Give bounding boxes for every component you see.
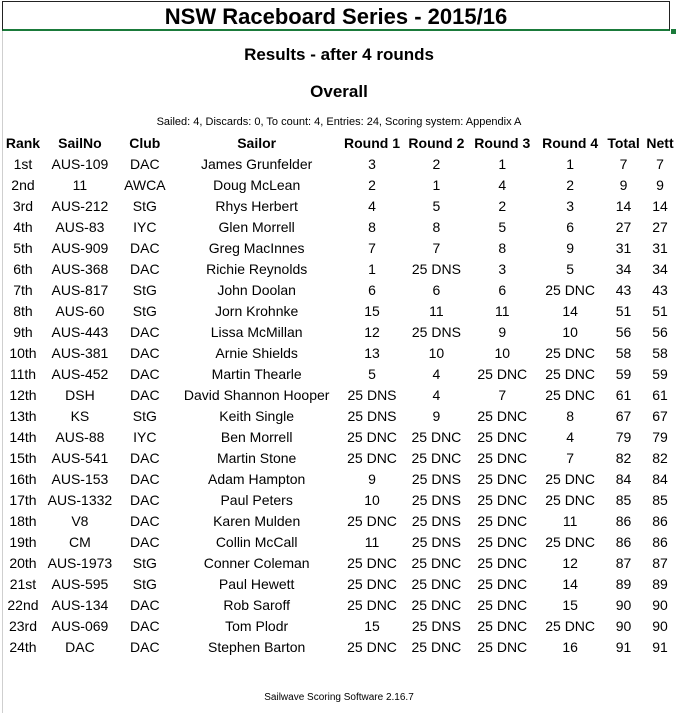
cell-total: 82 [615, 449, 632, 466]
cell-round-4: 25 DNC [545, 617, 596, 634]
header-nett: Nett [646, 135, 674, 151]
cell-round-2: 25 DNS [411, 491, 461, 508]
cell-rank: 8th [13, 302, 33, 319]
cell-round-3: 25 DNC [477, 575, 528, 592]
cell-rank: 15th [9, 449, 37, 466]
cell-round-4: 11 [562, 512, 578, 529]
cell-total: 7 [619, 155, 628, 172]
cell-round-3: 25 DNC [477, 512, 528, 529]
cell-round-1: 25 DNC [347, 575, 397, 592]
cell-total: 85 [615, 491, 632, 508]
cell-sailor: Tom Plodr [225, 617, 289, 634]
header-sailno: SailNo [58, 135, 102, 151]
cell-total: 86 [615, 512, 632, 529]
cell-sailno: KS [70, 407, 90, 424]
table-header-row [3, 133, 678, 153]
cell-club: DAC [130, 617, 160, 634]
cell-nett: 58 [652, 344, 668, 361]
cell-club: DAC [130, 596, 160, 613]
cell-nett: 9 [656, 176, 664, 193]
cell-club: DAC [130, 344, 160, 361]
cell-sailor: James Grunfelder [201, 155, 313, 172]
cell-total: 58 [615, 344, 632, 361]
cell-round-2: 25 DNC [411, 428, 462, 445]
cell-round-1: 25 DNC [347, 596, 397, 613]
cell-total: 86 [615, 533, 632, 550]
cell-sailor: Glen Morrell [218, 218, 295, 235]
cell-total: 14 [615, 197, 632, 214]
cell-nett: 85 [652, 491, 668, 508]
cell-club: IYC [133, 218, 157, 235]
cell-round-1: 25 DNS [347, 386, 397, 403]
cell-total: 79 [615, 428, 632, 445]
cell-sailor: Rhys Herbert [215, 197, 298, 214]
cell-round-4: 8 [566, 407, 575, 424]
table-row [3, 384, 678, 405]
cell-nett: 90 [652, 617, 668, 634]
header-round-4: Round 4 [542, 135, 599, 151]
cell-sailor: Lissa McMillan [210, 323, 303, 340]
cell-round-3: 4 [498, 176, 507, 193]
table-row [3, 468, 678, 489]
cell-round-1: 15 [364, 617, 380, 634]
cell-round-1: 5 [368, 365, 376, 382]
cell-round-3: 7 [498, 386, 507, 403]
cell-round-4: 25 DNC [545, 344, 596, 361]
cell-round-3: 6 [498, 281, 507, 298]
cell-sailno: CM [69, 533, 91, 550]
cell-round-2: 1 [432, 176, 441, 193]
cell-sailno: AUS-1973 [47, 554, 113, 571]
cell-sailor: Ben Morrell [220, 428, 293, 445]
cell-sailno: AUS-153 [51, 470, 109, 487]
cell-round-1: 25 DNC [347, 638, 397, 655]
cell-round-1: 4 [368, 197, 376, 214]
cell-rank: 12th [9, 386, 37, 403]
cell-round-3: 9 [498, 323, 507, 340]
cell-total: 90 [615, 617, 632, 634]
cell-club: DAC [130, 491, 160, 508]
cell-round-2: 25 DNS [411, 617, 461, 634]
cell-rank: 9th [13, 323, 33, 340]
cell-round-4: 16 [562, 638, 578, 655]
cell-rank: 7th [13, 281, 33, 298]
cell-sailno: AUS-381 [51, 344, 109, 361]
cell-round-3: 2 [498, 197, 507, 214]
table-row [3, 321, 678, 342]
cell-total: 56 [615, 323, 632, 340]
table-row [3, 552, 678, 573]
cell-round-3: 25 DNC [477, 449, 528, 466]
cell-round-3: 11 [495, 302, 510, 319]
results-table [3, 133, 678, 657]
header-round-3: Round 3 [474, 135, 531, 151]
cell-round-4: 25 DNC [545, 281, 596, 298]
cell-club: DAC [130, 470, 160, 487]
cell-sailor: David Shannon Hooper [183, 386, 330, 403]
cell-round-4: 2 [566, 176, 575, 193]
cell-sailor: Keith Single [219, 407, 295, 424]
cell-club: StG [132, 281, 157, 298]
cell-total: 51 [615, 302, 632, 319]
cell-round-4: 12 [562, 554, 578, 571]
cell-nett: 14 [652, 197, 668, 214]
cell-nett: 56 [652, 323, 668, 340]
cell-round-2: 6 [432, 281, 441, 298]
results-subtitle: Results - after 4 rounds [244, 45, 434, 64]
results-body [3, 153, 678, 657]
cell-round-3: 8 [498, 239, 507, 256]
cell-round-2: 2 [432, 155, 441, 172]
cell-club: DAC [130, 260, 160, 277]
cell-round-1: 12 [364, 323, 380, 340]
cell-round-4: 5 [566, 260, 575, 277]
cell-total: 27 [615, 218, 632, 235]
cell-sailno: AUS-109 [51, 155, 109, 172]
cell-round-1: 11 [364, 533, 380, 550]
table-row [3, 216, 678, 237]
table-row [3, 279, 678, 300]
cell-club: IYC [133, 428, 157, 445]
cell-nett: 67 [652, 407, 668, 424]
cell-round-3: 25 DNC [477, 428, 528, 445]
cell-club: StG [132, 197, 157, 214]
cell-sailor: Doug McLean [213, 176, 301, 193]
cell-rank: 4th [13, 218, 33, 235]
cell-sailno: AUS-60 [55, 302, 105, 319]
cell-total: 31 [615, 239, 632, 256]
cell-total: 91 [615, 638, 632, 655]
cell-round-2: 25 DNC [411, 638, 462, 655]
cell-sailno: AUS-069 [51, 617, 109, 634]
cell-round-3: 25 DNC [477, 596, 528, 613]
cell-rank: 10th [9, 344, 37, 361]
cell-round-1: 25 DNC [347, 512, 397, 529]
header-sailor: Sailor [237, 135, 277, 151]
cell-round-1: 3 [368, 155, 376, 172]
cell-rank: 13th [9, 407, 37, 424]
cell-nett: 84 [652, 470, 668, 487]
cell-rank: 18th [9, 512, 37, 529]
cell-club: AWCA [124, 176, 166, 193]
cell-rank: 11th [9, 365, 37, 382]
cell-sailor: John Doolan [217, 281, 296, 298]
cell-sailno: DAC [65, 638, 95, 655]
cell-sailno: AUS-83 [55, 218, 105, 235]
cell-sailno: AUS-1332 [47, 491, 113, 508]
cell-rank: 20th [9, 554, 37, 571]
cell-sailor: Richie Reynolds [206, 260, 308, 277]
cell-rank: 5th [13, 239, 33, 256]
cell-rank: 6th [13, 260, 33, 277]
cell-sailor: Paul Hewett [218, 575, 295, 592]
footer-credit: Sailwave Scoring Software 2.16.7 [264, 692, 414, 703]
cell-round-2: 4 [432, 386, 441, 403]
table-row [3, 489, 678, 510]
cell-round-2: 4 [432, 365, 441, 382]
cell-round-3: 25 DNC [477, 638, 528, 655]
cell-nett: 89 [652, 575, 668, 592]
cell-sailno: AUS-909 [51, 239, 109, 256]
cell-sailno: AUS-88 [55, 428, 105, 445]
cell-round-3: 25 DNC [477, 407, 528, 424]
cell-round-2: 9 [432, 407, 441, 424]
cell-sailno: AUS-595 [51, 575, 109, 592]
cell-round-2: 25 DNS [411, 323, 461, 340]
cell-round-4: 10 [562, 323, 578, 340]
cell-nett: 34 [652, 260, 668, 277]
cell-rank: 22nd [7, 596, 39, 613]
table-row [3, 510, 678, 531]
header-round-2: Round 2 [408, 135, 465, 151]
cell-round-3: 25 DNC [477, 470, 528, 487]
cell-round-1: 7 [368, 239, 376, 256]
cell-round-1: 1 [368, 260, 376, 277]
cell-total: 87 [615, 554, 632, 571]
table-row [3, 426, 678, 447]
cell-nett: 82 [652, 449, 668, 466]
table-row [3, 594, 678, 615]
cell-round-4: 25 DNC [545, 470, 596, 487]
cell-total: 59 [615, 365, 632, 382]
cell-nett: 31 [652, 239, 668, 256]
cell-round-4: 15 [562, 596, 578, 613]
cell-nett: 43 [652, 281, 668, 298]
header-round-1: Round 1 [344, 135, 401, 151]
cell-nett: 86 [652, 512, 668, 529]
cell-rank: 1st [13, 155, 33, 172]
cell-round-4: 25 DNC [545, 386, 596, 403]
cell-round-2: 25 DNC [411, 554, 462, 571]
cell-club: DAC [130, 533, 160, 550]
cell-club: DAC [130, 365, 160, 382]
cell-club: StG [132, 575, 157, 592]
cell-club: DAC [130, 323, 160, 340]
cell-sailno: AUS-817 [51, 281, 109, 298]
cell-round-1: 25 DNC [347, 449, 397, 466]
cell-club: DAC [130, 449, 160, 466]
cell-sailor: Stephen Barton [208, 638, 306, 655]
cell-round-2: 25 DNS [411, 533, 461, 550]
cell-round-4: 3 [566, 197, 575, 214]
cell-round-1: 15 [364, 302, 380, 319]
table-row [3, 300, 678, 321]
table-row [3, 405, 678, 426]
cell-club: DAC [130, 638, 160, 655]
table-row [3, 531, 678, 552]
cell-round-1: 2 [368, 176, 376, 193]
table-row [3, 258, 678, 279]
cell-sailno: AUS-541 [51, 449, 109, 466]
cell-rank: 21st [9, 575, 37, 592]
cell-club: DAC [130, 155, 160, 172]
cell-sailor: Karen Mulden [213, 512, 301, 529]
cell-club: DAC [130, 239, 160, 256]
cell-total: 67 [615, 407, 632, 424]
cell-club: StG [132, 407, 157, 424]
cell-round-2: 7 [432, 239, 441, 256]
header-rank: Rank [5, 135, 41, 151]
cell-round-2: 25 DNS [411, 260, 461, 277]
cell-round-3: 1 [498, 155, 507, 172]
cell-round-3: 25 DNC [477, 554, 528, 571]
cell-sailno: DSH [65, 386, 95, 403]
cell-sailor: Adam Hampton [208, 470, 306, 487]
cell-nett: 59 [652, 365, 668, 382]
cell-nett: 7 [656, 155, 664, 172]
cell-round-3: 25 DNC [477, 365, 528, 382]
cell-round-3: 25 DNC [477, 491, 528, 508]
cell-sailno: V8 [71, 512, 89, 529]
cell-nett: 27 [652, 218, 668, 235]
cell-sailno: AUS-443 [51, 323, 109, 340]
cell-round-3: 5 [498, 218, 507, 235]
header-total: Total [607, 135, 640, 151]
cell-total: 61 [615, 386, 632, 403]
cell-round-2: 5 [432, 197, 441, 214]
cell-round-1: 25 DNS [347, 407, 397, 424]
table-row [3, 237, 678, 258]
table-row [3, 447, 678, 468]
cell-total: 9 [619, 176, 628, 193]
cell-sailno: AUS-134 [51, 596, 109, 613]
cell-round-3: 10 [494, 344, 511, 361]
table-row [3, 636, 678, 657]
cell-rank: 2nd [11, 176, 35, 193]
cell-round-4: 14 [562, 302, 578, 319]
cell-nett: 61 [652, 386, 668, 403]
cell-club: DAC [130, 512, 160, 529]
cell-rank: 23rd [8, 617, 37, 634]
table-row [3, 615, 678, 636]
cell-nett: 90 [652, 596, 668, 613]
cell-rank: 17th [9, 491, 37, 508]
page-title: NSW Raceboard Series - 2015/16 [2, 1, 670, 31]
cell-sailor: Collin McCall [215, 533, 298, 550]
cell-total: 89 [615, 575, 632, 592]
cell-selection-handle[interactable] [671, 29, 676, 34]
cell-total: 43 [615, 281, 632, 298]
cell-club: StG [132, 554, 157, 571]
cell-rank: 19th [9, 533, 37, 550]
cell-round-2: 25 DNC [411, 575, 462, 592]
cell-sailor: Jorn Krohnke [215, 302, 299, 319]
cell-round-4: 25 DNC [545, 533, 596, 550]
cell-round-4: 1 [566, 155, 575, 172]
cell-club: StG [132, 302, 157, 319]
cell-total: 34 [615, 260, 632, 277]
cell-round-4: 25 DNC [545, 365, 596, 382]
table-row [3, 342, 678, 363]
cell-round-4: 14 [562, 575, 578, 592]
cell-total: 84 [615, 470, 632, 487]
cell-round-2: 25 DNS [411, 512, 461, 529]
header-club: Club [129, 135, 161, 151]
cell-round-3: 25 DNC [477, 533, 528, 550]
cell-round-1: 25 DNC [347, 554, 397, 571]
cell-round-1: 13 [364, 344, 380, 361]
cell-round-1: 8 [368, 218, 376, 235]
cell-rank: 14th [9, 428, 37, 445]
table-row [3, 174, 678, 195]
cell-round-4: 25 DNC [545, 491, 596, 508]
cell-sailor: Martin Stone [216, 449, 297, 466]
cell-rank: 24th [9, 638, 37, 655]
cell-club: DAC [130, 386, 160, 403]
cell-round-4: 9 [566, 239, 575, 256]
cell-sailor: Greg MacInnes [208, 239, 305, 256]
cell-sailor: Rob Saroff [223, 596, 290, 613]
cell-round-1: 9 [368, 470, 376, 487]
cell-sailno: AUS-368 [51, 260, 109, 277]
cell-nett: 86 [652, 533, 668, 550]
table-row [3, 573, 678, 594]
cell-round-2: 11 [429, 302, 444, 319]
cell-rank: 3rd [12, 197, 34, 214]
cell-sailor: Martin Thearle [211, 365, 302, 382]
cell-round-2: 25 DNC [411, 596, 462, 613]
cell-sailno: 11 [72, 176, 88, 193]
cell-rank: 16th [9, 470, 37, 487]
cell-round-4: 7 [566, 449, 575, 466]
cell-sailor: Paul Peters [220, 491, 293, 508]
cell-round-4: 4 [566, 428, 575, 445]
cell-round-1: 25 DNC [347, 428, 397, 445]
cell-round-4: 6 [566, 218, 575, 235]
cell-round-2: 10 [428, 344, 445, 361]
table-row [3, 153, 678, 174]
cell-nett: 87 [652, 554, 668, 571]
cell-total: 90 [615, 596, 632, 613]
cell-sailor: Conner Coleman [203, 554, 310, 571]
cell-round-2: 25 DNS [411, 470, 461, 487]
cell-sailno: AUS-212 [51, 197, 109, 214]
cell-round-1: 10 [364, 491, 380, 508]
section-heading: Overall [310, 82, 368, 101]
cell-round-1: 6 [368, 281, 376, 298]
cell-nett: 91 [652, 638, 668, 655]
table-row [3, 363, 678, 384]
series-summary: Sailed: 4, Discards: 0, To count: 4, Entries: 24, Scoring system: Appendix A [156, 116, 522, 128]
cell-round-3: 25 DNC [477, 617, 528, 634]
cell-nett: 79 [652, 428, 668, 445]
cell-sailor: Arnie Shields [215, 344, 298, 361]
table-row [3, 195, 678, 216]
cell-sailno: AUS-452 [51, 365, 109, 382]
cell-round-3: 3 [498, 260, 507, 277]
cell-round-2: 8 [432, 218, 441, 235]
cell-round-2: 25 DNC [411, 449, 462, 466]
cell-nett: 51 [652, 302, 668, 319]
